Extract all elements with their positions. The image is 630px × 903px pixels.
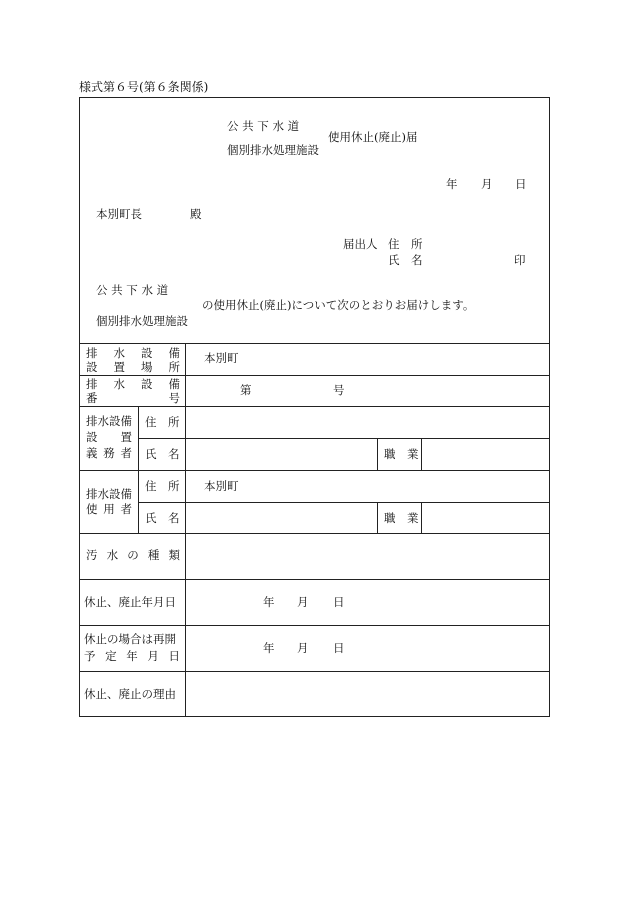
installer-label-line1: 排水設備: [86, 414, 132, 428]
suspension-date-label: 休止、廃止年月日: [84, 595, 176, 609]
applicant-name-label: 氏 名: [388, 253, 423, 267]
notification-form: [79, 97, 550, 717]
installer-label-line2: 設 置: [86, 430, 132, 444]
installer-label-line3: 義 務 者: [86, 446, 132, 460]
date-day-label: 日: [515, 177, 527, 191]
resume-day-label: 日: [333, 641, 345, 655]
column-divider: [421, 502, 422, 533]
user-address-label: 住 所: [145, 479, 180, 493]
body-individual-treatment: 個別排水処理施設: [96, 314, 188, 328]
column-divider: [421, 438, 422, 470]
row-divider: [79, 406, 550, 407]
user-occupation-label: 職 業: [384, 511, 419, 525]
resume-date-label-line1: 休止の場合は再開: [84, 632, 176, 646]
row-divider: [79, 375, 550, 376]
row-divider: [79, 470, 550, 471]
installer-address-label: 住 所: [145, 415, 180, 429]
row-divider: [138, 438, 550, 439]
date-month-label: 月: [481, 177, 493, 191]
location-label-line2: 設 置 場 所: [86, 360, 180, 374]
body-public-sewer: 公 共 下 水 道: [96, 283, 169, 297]
addressee-honorific: 殿: [190, 207, 202, 221]
title-public-sewer: 公 共 下 水 道: [227, 119, 300, 133]
user-address-value[interactable]: 本別町: [204, 479, 239, 493]
applicant-label: 届出人: [343, 237, 378, 251]
location-value[interactable]: 本別町: [204, 351, 239, 365]
location-label-line1: 排 水 設 備: [86, 346, 180, 360]
row-divider: [79, 625, 550, 626]
suspension-month-label: 月: [297, 595, 309, 609]
body-sentence: の使用休止(廃止)について次のとおりお届けします。: [202, 298, 475, 312]
user-label-line2: 使 用 者: [86, 502, 132, 516]
installer-occupation-label: 職 業: [384, 447, 419, 461]
column-divider: [377, 502, 378, 533]
number-suffix: 号: [333, 383, 345, 397]
column-divider: [377, 438, 378, 470]
resume-month-label: 月: [297, 641, 309, 655]
resume-date-label-line2: 予 定 年 月 日: [84, 649, 180, 663]
column-divider: [185, 343, 186, 717]
row-divider: [79, 343, 550, 344]
user-label-line1: 排水設備: [86, 487, 132, 501]
row-divider: [79, 533, 550, 534]
user-name-label: 氏 名: [145, 511, 180, 525]
row-divider: [79, 671, 550, 672]
column-divider: [138, 406, 139, 533]
installer-name-label: 氏 名: [145, 447, 180, 461]
reason-label: 休止、廃止の理由: [84, 687, 176, 701]
title-notification-type: 使用休止(廃止)届: [328, 130, 418, 144]
addressee-name: 本別町長: [96, 207, 142, 221]
date-year-label: 年: [446, 177, 458, 191]
suspension-year-label: 年: [263, 595, 275, 609]
form-number-label: 様式第６号(第６条関係): [79, 80, 209, 94]
number-prefix: 第: [240, 383, 252, 397]
resume-year-label: 年: [263, 641, 275, 655]
number-label-line2: 番 号: [86, 391, 180, 405]
suspension-day-label: 日: [333, 595, 345, 609]
row-divider: [79, 579, 550, 580]
applicant-address-label: 住 所: [388, 237, 423, 251]
row-divider: [138, 502, 550, 503]
number-label-line1: 排 水 設 備: [86, 377, 180, 391]
title-individual-treatment: 個別排水処理施設: [227, 143, 319, 157]
seal-mark: 印: [514, 253, 526, 267]
sewage-type-label: 汚 水 の 種 類: [86, 548, 180, 562]
